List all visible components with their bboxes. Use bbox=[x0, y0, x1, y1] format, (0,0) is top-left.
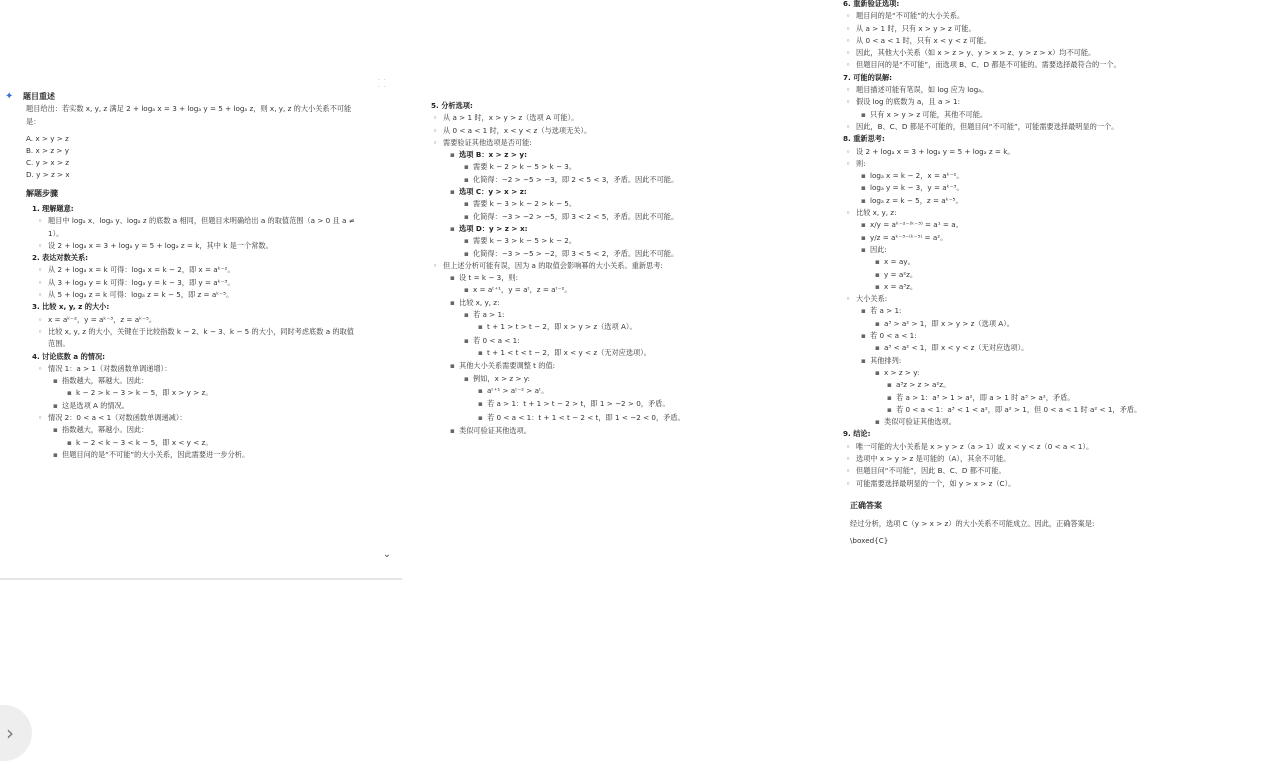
step-text: x = a³z。 bbox=[884, 281, 918, 291]
boxed-answer: \boxed{C} bbox=[850, 536, 889, 546]
step-text: 化简得：−3 > −2 > −5，即 3 < 2 < 5，矛盾。因此不可能。 bbox=[473, 211, 679, 221]
step-line bbox=[836, 283, 1268, 295]
step-number: 4. bbox=[32, 351, 40, 361]
step-text: 这是选项 A 的情况。 bbox=[62, 400, 129, 410]
step-line bbox=[425, 375, 755, 387]
step-text: 化简得：−3 > −5 > −2，即 3 < 5 < 2，矛盾。因此不可能。 bbox=[473, 248, 679, 258]
answer-title: 正确答案 bbox=[850, 501, 882, 511]
step-text: k − 2 > k − 3 > k − 5，即 x > y > z。 bbox=[76, 388, 213, 398]
option-b: B. x > z > y bbox=[26, 146, 69, 155]
step-text: 选项 B：x > z > y: bbox=[459, 150, 527, 160]
step-text: 类似可验证其他选项。 bbox=[459, 426, 531, 436]
step-text: 因此，其他大小关系（如 x > z > y、y > x > z、y > z > x）均不可能。 bbox=[856, 48, 1096, 58]
step-text: 从 a > 1 时，x > y > z（选项 A 可能）。 bbox=[443, 113, 579, 123]
step-text: aᵗ⁺¹ > aᵗ⁻² > aᵗ。 bbox=[487, 386, 549, 396]
step-text: 理解题意: bbox=[42, 204, 74, 213]
step-text: 表达对数关系: bbox=[42, 253, 88, 263]
problem-line: 是： bbox=[26, 117, 41, 126]
step-text: 题目中 logₐ x、logₐ y、logₐ z 的底数 a 相同，但题目未明确给出 a 的取值范围（a > 0 且 a ≠ bbox=[48, 216, 355, 226]
step-text: 若 0 < a < 1: bbox=[473, 335, 520, 345]
step-text: x = ay。 bbox=[884, 257, 915, 267]
problem-line: 题目给出：若实数 x, y, z 满足 2 + logₐ x = 3 + logₐ y = 5 + logₐ z，则 x, y, z 的大小关系不可能 bbox=[26, 104, 352, 113]
step-text: 选项 D：y > z > x: bbox=[459, 223, 528, 233]
step-line bbox=[836, 197, 1268, 209]
step-text: 选项中 x > y > z 是可能的（A），其余不可能。 bbox=[856, 453, 1011, 463]
step-text: 题目描述可能有笔误，如 log 应为 logₐ。 bbox=[856, 85, 989, 95]
step-line bbox=[425, 414, 755, 427]
step-text: 若 0 < a < 1：t + 1 < t − 2 < t，即 1 < −2 < 0，矛盾。 bbox=[487, 412, 685, 422]
step-line bbox=[0, 414, 402, 426]
step-text: x = aᵗ⁺¹，y = aᵗ，z = aᵗ⁻²。 bbox=[473, 285, 572, 295]
step-text: logₐ z = k − 5，z = aᵏ⁻⁵。 bbox=[870, 195, 963, 205]
step-text: 则: bbox=[856, 158, 866, 168]
step-text: 但题目问“不可能”，因此 B、C、D 都不可能。 bbox=[856, 466, 1006, 476]
option-d: D. y > z > x bbox=[26, 170, 70, 179]
step-text: y/z = aᵏ⁻³⁻⁽ᵏ⁻⁵⁾ = a²。 bbox=[870, 232, 948, 242]
step-text: 若 0 < a < 1: bbox=[870, 331, 917, 341]
step-text: 类似可验证其他选项。 bbox=[884, 417, 956, 427]
step-text: 若 0 < a < 1：a³ < 1 < a²，即 a² > 1，但 0 < a < 1 时 a² < 1，矛盾。 bbox=[896, 404, 1142, 414]
step-text: 比较 x, y, z 的大小: bbox=[42, 302, 110, 312]
sidebar-toggle-button[interactable] bbox=[0, 705, 32, 761]
step-text: t + 1 > t > t − 2，即 x > y > z（选项 A）。 bbox=[487, 322, 637, 332]
step-text: 范围。 bbox=[48, 339, 70, 349]
step-text: 比较 x, y, z 的大小，关键在于比较指数 k − 2、k − 3、k − 5 的大小，同时考虑底数 a 的取值 bbox=[48, 326, 354, 336]
step-text: 唯一可能的大小关系是 x > y > z（a > 1）或 x < y < z（0 < a < 1）。 bbox=[856, 441, 1094, 451]
step-text: 设 2 + logₐ x = 3 + logₐ y = 5 + logₐ z = k，其中 k 是一个常数。 bbox=[48, 240, 273, 250]
step-line bbox=[425, 349, 755, 362]
step-text: x > z > y: bbox=[884, 367, 920, 377]
step-text: logₐ x = k − 2，x = aᵏ⁻²。 bbox=[870, 171, 964, 181]
step-text: 但上述分析可能有误，因为 a 的取值会影响幂的大小关系。重新思考: bbox=[443, 260, 663, 270]
answer-panel-middle bbox=[425, 0, 755, 439]
step-text: 可能需要选择最明显的一个，如 y > x > z（C）。 bbox=[856, 478, 1016, 488]
step-line bbox=[0, 389, 402, 401]
step-text: 情况 2：0 < a < 1（对数函数单调递减）： bbox=[48, 413, 187, 423]
step-text: 假设 log 的底数为 a，且 a > 1: bbox=[856, 97, 960, 107]
step-line bbox=[836, 148, 1268, 160]
step-text: 选项 C：y > x > z: bbox=[459, 187, 527, 197]
chevron-right-icon: › bbox=[6, 721, 14, 745]
step-text: 其他大小关系需要调整 t 的值: bbox=[459, 361, 556, 371]
step-text: x = aᵏ⁻²，y = aᵏ⁻³，z = aᵏ⁻⁵。 bbox=[48, 314, 157, 324]
problem-title: 题目重述 bbox=[23, 92, 55, 102]
mini-controls[interactable]: ·· ·· bbox=[378, 77, 390, 92]
step-text: 只有 x > y > z 可能，其他不可能。 bbox=[870, 109, 988, 119]
step-line bbox=[836, 480, 1268, 492]
step-text: 8. 重新思考: bbox=[843, 134, 885, 144]
step-text: 从 a > 1 时，只有 x > y > z 可能。 bbox=[856, 23, 976, 33]
analysis-list bbox=[425, 102, 755, 439]
step-text: 从 2 + logₐ x = k 可得：logₐ x = k − 2，即 x = aᵏ⁻²。 bbox=[48, 265, 235, 275]
step-text: a³ < a² < 1，即 x < y < z（无对应选项）。 bbox=[884, 343, 1029, 353]
step-text: 从 3 + logₐ y = k 可得：logₐ y = k − 3，即 y = aᵏ⁻³。 bbox=[48, 277, 235, 287]
step-text: 需要 k − 3 > k − 2 > k − 5。 bbox=[473, 199, 577, 209]
step-text: 9. 结论: bbox=[843, 429, 871, 439]
step-text: 因此: bbox=[870, 244, 887, 254]
problem-statement bbox=[0, 105, 402, 131]
sparkle-icon: ✦ bbox=[5, 91, 14, 102]
step-text: 因此，B、C、D 都是不可能的，但题目问“不可能”，可能需要选择最明显的一个。 bbox=[856, 121, 1119, 131]
step-text: 需要验证其他选项是否可能: bbox=[443, 137, 532, 147]
step-number: 1. bbox=[32, 204, 40, 213]
step-text: 6. 重新验证选项: bbox=[843, 0, 900, 8]
step-line bbox=[0, 451, 402, 463]
step-text: x/y = aᵏ⁻²⁻⁽ᵏ⁻³⁾ = a¹ = a。 bbox=[870, 220, 963, 230]
step-line bbox=[836, 61, 1268, 73]
step-text: 设 2 + logₐ x = 3 + logₐ y = 5 + logₐ z = k。 bbox=[856, 146, 1015, 156]
step-line bbox=[425, 427, 755, 439]
step-text: 5. 分析选项: bbox=[431, 101, 473, 110]
step-text: 讨论底数 a 的情况: bbox=[42, 351, 106, 361]
step-text: 从 0 < a < 1 时，x < y < z（与选项无关）。 bbox=[443, 125, 592, 135]
step-text: 题目问的是“不可能”的大小关系。 bbox=[856, 11, 965, 21]
step-text: 若 a > 1：a³ > 1 > a²，即 a > 1 时 a³ > a²，矛盾。 bbox=[896, 392, 1075, 402]
step-text: logₐ y = k − 3，y = aᵏ⁻³。 bbox=[870, 183, 964, 193]
problem-heading bbox=[0, 89, 402, 105]
step-text: a³ > a² > 1，即 x > y > z（选项 A）。 bbox=[884, 318, 1014, 328]
step-line bbox=[425, 400, 755, 413]
step-text: 化简得：−2 > −5 > −3，即 2 < 5 < 3，矛盾。因此不可能。 bbox=[473, 174, 679, 184]
step-text: 指数越大，幂越小。因此： bbox=[62, 425, 149, 435]
answer-panel-left bbox=[0, 0, 402, 580]
step-text: 需要 k − 2 > k − 5 > k − 3。 bbox=[473, 162, 577, 172]
conclusion-list bbox=[836, 0, 1268, 492]
step-text: 若 a > 1: bbox=[870, 306, 902, 316]
step-line bbox=[836, 418, 1268, 430]
step-text: 从 0 < a < 1 时，只有 x < y < z 可能。 bbox=[856, 35, 991, 45]
step-text: 情况 1：a > 1（对数函数单调递增）： bbox=[48, 363, 172, 373]
step-text: 从 5 + logₐ z = k 可得：logₐ z = k − 5，即 z = aᵏ⁻⁵。 bbox=[48, 290, 234, 300]
step-text: 但题目问的是“不可能”的大小关系，因此需要进一步分析。 bbox=[62, 449, 250, 459]
step-text: 例如，x > z > y: bbox=[473, 373, 530, 383]
step-line bbox=[425, 387, 755, 400]
step-text: 7. 可能的误解: bbox=[843, 72, 893, 82]
chevron-down-icon[interactable]: ⌄ bbox=[382, 549, 392, 560]
step-number: 2. bbox=[32, 253, 40, 263]
step-text: 若 a > 1: bbox=[473, 310, 505, 320]
steps-title: 解题步骤 bbox=[26, 189, 58, 198]
step-text: a³z > z > a²z。 bbox=[896, 380, 951, 390]
answer-panel-right bbox=[836, 0, 1268, 550]
step-text: 大小关系: bbox=[856, 294, 888, 304]
steps-list bbox=[0, 205, 402, 463]
step-text: 比较 x, y, z: bbox=[856, 208, 897, 218]
step-line bbox=[0, 365, 402, 377]
step-line bbox=[425, 323, 755, 336]
step-text: 比较 x, y, z: bbox=[459, 297, 500, 307]
step-text: t + 1 < t < t − 2，即 x < y < z（无对应选项）。 bbox=[487, 348, 651, 358]
step-text: 1）。 bbox=[48, 228, 64, 238]
option-a: A. x > y > z bbox=[26, 134, 69, 143]
step-text: 其他排列: bbox=[870, 355, 902, 365]
step-text: k − 2 < k − 3 < k − 5，即 x < y < z。 bbox=[76, 437, 213, 447]
step-text: 需要 k − 3 > k − 5 > k − 2。 bbox=[473, 236, 577, 246]
step-text: 设 t = k − 3，则: bbox=[459, 273, 519, 283]
option-c: C. y > x > z bbox=[26, 158, 70, 167]
step-text: 但题目问的是“不可能”，而选项 B、C、D 都是不可能的。需要选择最符合的一个。 bbox=[856, 60, 1121, 70]
step-line bbox=[836, 123, 1268, 135]
step-number: 3. bbox=[32, 302, 40, 312]
answer-text: 经过分析，选项 C（y > x > z）的大小关系不可能成立。因此，正确答案是: bbox=[850, 519, 1095, 529]
step-text: 指数越大，幂越大。因此： bbox=[62, 376, 149, 386]
step-line bbox=[836, 234, 1268, 246]
step-text: y = a²z。 bbox=[884, 269, 918, 279]
step-text: 若 a > 1：t + 1 > t − 2 > t，即 1 > −2 > 0，矛盾。 bbox=[487, 399, 670, 409]
